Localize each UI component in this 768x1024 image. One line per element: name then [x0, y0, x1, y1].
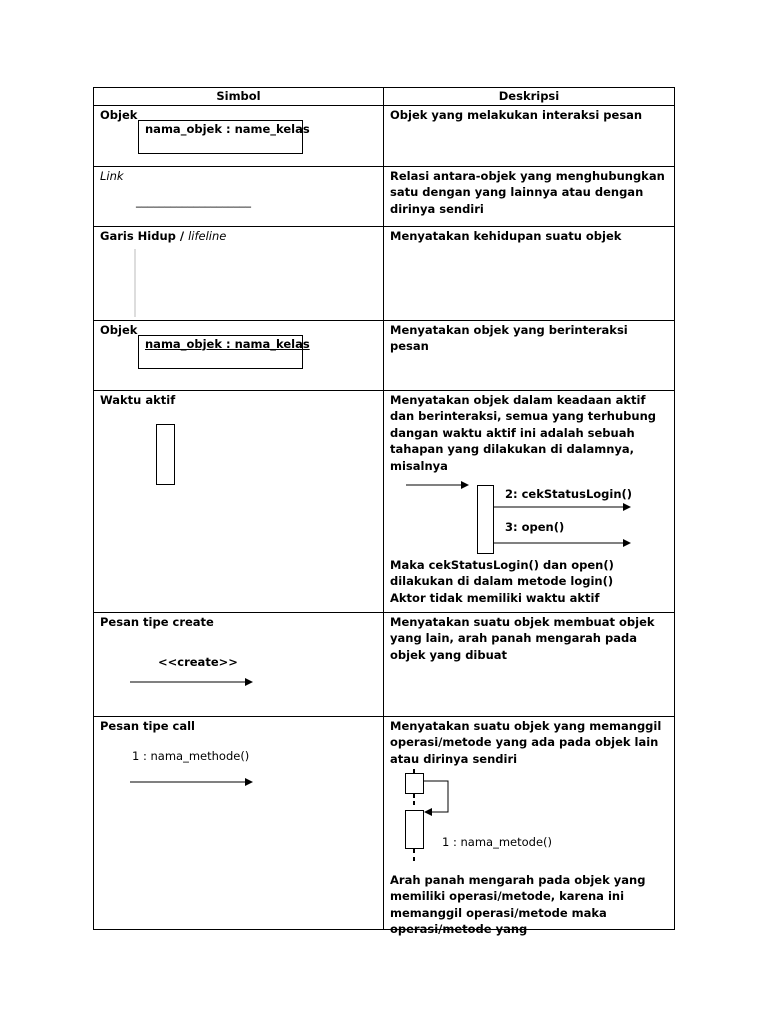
call-message-arrow — [130, 777, 260, 787]
header-simbol: Simbol — [94, 88, 384, 106]
table-row — [94, 226, 675, 320]
table-row — [94, 716, 675, 929]
symbol-label-main: Garis Hidup / — [100, 228, 189, 243]
create-message-arrow — [130, 677, 260, 687]
description-cell — [384, 390, 675, 612]
table-row — [94, 390, 675, 612]
symbol-label: Objek — [100, 107, 138, 122]
symbol-label: Pesan tipe create — [100, 614, 214, 629]
symbol-cell — [94, 612, 384, 716]
symbol-cell — [94, 226, 384, 320]
table-row — [94, 320, 675, 390]
description-cell: Objek yang melakukan interaksi pesan — [384, 105, 675, 166]
description-cell: Relasi antara-objek yang menghubungkan satu dengan yang lainnya atau dengan dirinya sendiri — [384, 166, 675, 226]
description-cell — [384, 716, 675, 936]
symbol-label-italic: lifeline — [188, 228, 227, 243]
header-deskripsi: Deskripsi — [384, 88, 675, 106]
symbol-cell — [94, 390, 384, 612]
table-header-row — [94, 88, 675, 106]
symbol-cell — [94, 105, 384, 166]
symbol-cell — [94, 166, 384, 226]
symbol-label: Link — [100, 168, 124, 183]
description-text-2: Maka cekStatusLogin() dan open() dilakukan di dalam metode login() — [390, 557, 614, 588]
description-text-3: Aktor tidak memiliki waktu aktif — [390, 590, 600, 605]
lifeline-line — [134, 249, 138, 319]
object-box — [138, 335, 310, 369]
self-call-diagram — [402, 769, 482, 869]
symbol-table — [93, 87, 675, 936]
table-row — [94, 105, 675, 166]
message-label-cekstatuslogin: 2: cekStatusLogin() — [505, 486, 633, 501]
message-label-open: 3: open() — [505, 519, 565, 534]
link-line: ____________________ — [136, 193, 251, 208]
symbol-cell — [94, 320, 384, 390]
symbol-label: Objek — [100, 322, 138, 337]
description-cell: Menyatakan kehidupan suatu objek — [384, 226, 675, 320]
self-call-label: 1 : nama_metode() — [442, 834, 553, 849]
table-row — [94, 166, 675, 226]
table-row — [94, 612, 675, 716]
symbol-label: Pesan tipe call — [100, 718, 195, 733]
symbol-label: Waktu aktif — [100, 392, 176, 407]
description-cell: Menyatakan suatu objek membuat objek yang lain, arah panah mengarah pada objek yang dibuat — [384, 612, 675, 716]
call-message-label: 1 : nama_methode() — [132, 748, 250, 763]
description-text: Menyatakan objek dalam keadaan aktif dan berinteraksi, semua yang terhubung dangan waktu aktif ini adalah sebuah tahapan yang dilakukan di dalamnya, misalnya — [390, 392, 656, 473]
symbol-label — [100, 228, 377, 245]
object-box-text: nama_objek : nama_kelas — [145, 336, 310, 351]
object-box — [138, 120, 310, 154]
description-text: Menyatakan suatu objek yang memanggil operasi/metode yang ada pada objek lain atau dirinya sendiri — [390, 718, 662, 766]
create-stereotype-label: <<create>> — [158, 654, 238, 669]
description-text-2: Arah panah mengarah pada objek yang memiliki operasi/metode, karena ini memanggil operasi/metode maka operasi/metode yang — [390, 872, 646, 936]
symbol-cell — [94, 716, 384, 929]
description-footnote — [390, 557, 668, 607]
activation-box — [156, 424, 178, 488]
object-box-text: nama_objek : name_kelas — [145, 121, 310, 136]
description-cell: Menyatakan objek yang berinteraksi pesan — [384, 320, 675, 390]
